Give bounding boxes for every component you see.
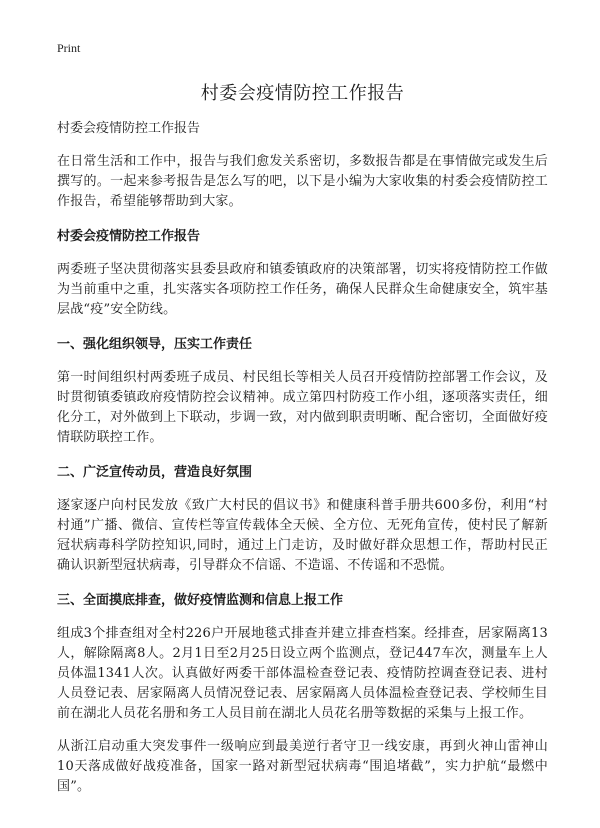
section-heading-1: 一、强化组织领导，压实工作责任 bbox=[57, 337, 253, 352]
paragraph-5: 从浙江启动重大突发事件一级响应到最美逆行者守卫一线安康，再到火神山雷神山10天落成做好战疫准备，国家一路对新型冠状病毒“围追堵截”，实力护航“最燃中国”。 bbox=[57, 739, 548, 794]
intro-paragraph: 在日常生活和工作中，报告与我们愈发关系密切，多数报告都是在事情做完或发生后撰写的。一起来参考报告是怎么写的吧，以下是小编为大家收集的村委会疫情防控工作报告，希望能够帮助到大家。 bbox=[57, 154, 548, 209]
paragraph-1: 两委班子坚决贯彻落实县委县政府和镇委镇政府的决策部署，切实将疫情防控工作做为当前重中之重，扎实落实各项防控工作任务，确保人民群众生命健康安全，筑牢基层战“疫”安全防线。 bbox=[57, 262, 548, 317]
document-subtitle: 村委会疫情防控工作报告 bbox=[57, 121, 201, 136]
document-title: 村委会疫情防控工作报告 bbox=[200, 83, 405, 104]
section-heading-3: 三、全面摸底排查，做好疫情监测和信息上报工作 bbox=[57, 593, 344, 608]
section-heading-2: 二、广泛宣传动员，营造良好氛围 bbox=[57, 465, 253, 480]
paragraph-3: 逐家逐户向村民发放《致广大村民的倡议书》和健康科普手册共600多份，利用“村村通”广播、微信、宣传栏等宣传载体全天候、全方位、无死角宣传，使村民了解新冠状病毒科学防控知识,同时，通过上门走访，及时做好群众思想工作，帮助村民正确认识新型冠状病毒，引导群众不信谣、不造谣、不传谣和不恐慌。 bbox=[57, 498, 548, 573]
paragraph-4: 组成3个排查组对全村226户开展地毯式排查并建立排查档案。经排查，居家隔离13人，解除隔离8人。2月1日至2月25日设立两个监测点，登记447车次，测量车上人员体温1341人次。认真做好两委干部体温检查登记表、疫情防控调查登记表、进村人员登记表、居家隔离人员情况登记表、居家隔离人员体温检查登记表、学校师生目前在湖北人员花名册和务工人员目前在湖北人员花名册等数据的采集与上报工作。 bbox=[57, 626, 548, 721]
paragraph-2: 第一时间组织村两委班子成员、村民组长等相关人员召开疫情防控部署工作会议，及时贯彻镇委镇政府疫情防控会议精神。成立第四村防疫工作小组，逐项落实责任，细化分工，对外做到上下联动，步调一致，对内做到职责明晰、配合密切，全面做好疫情联防联控工作。 bbox=[57, 370, 548, 445]
print-link[interactable]: Print bbox=[57, 41, 81, 55]
main-heading: 村委会疫情防控工作报告 bbox=[57, 229, 201, 244]
